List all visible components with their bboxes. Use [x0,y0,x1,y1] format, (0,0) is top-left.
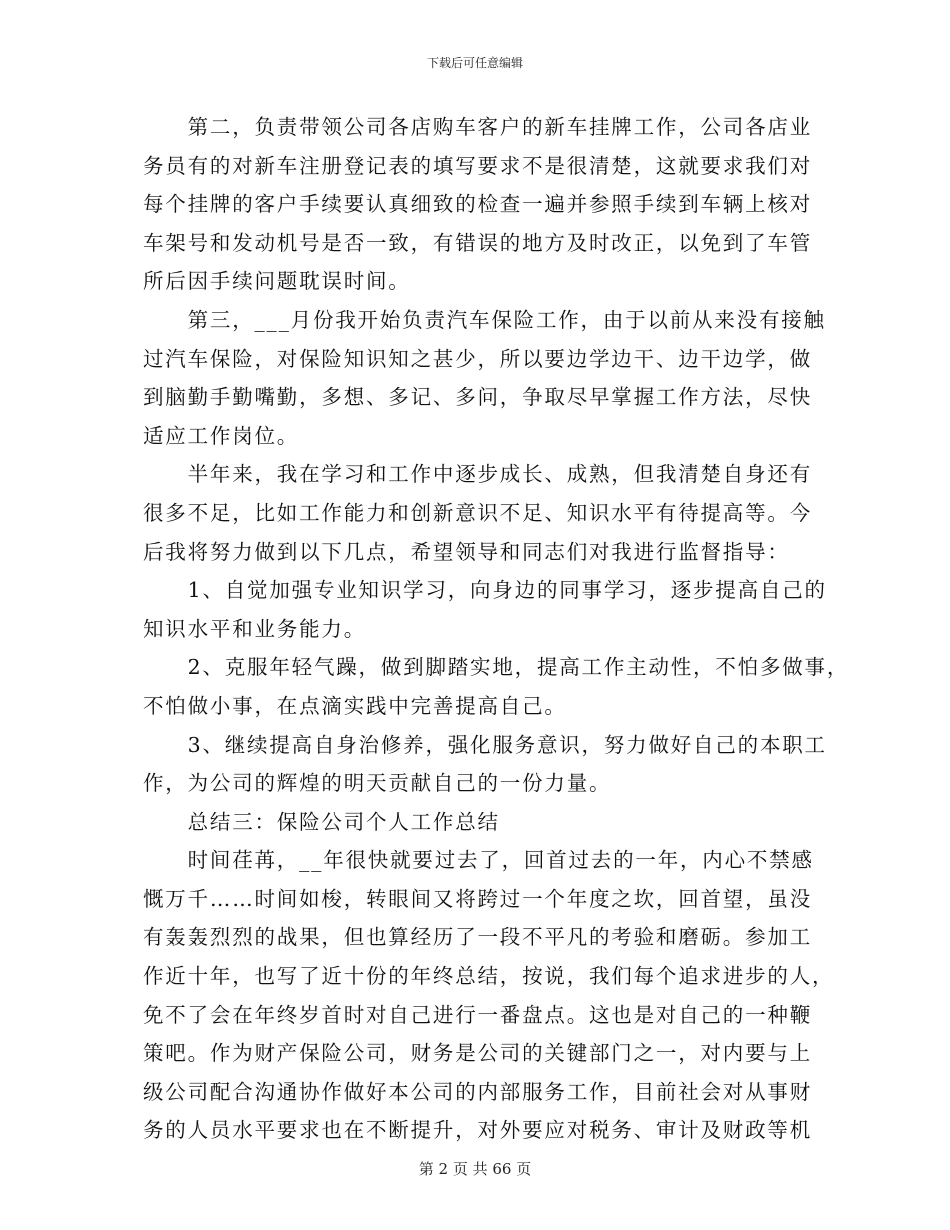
text-line: 免不了会在年终岁首时对自己进行一番盘点。这也是对自己的一种鞭 [143,1002,812,1027]
page-number: 第 2 页 共 66 页 [418,1160,532,1178]
text-line: 所后因手续问题耽误时间。 [143,269,411,294]
text-line: 每个挂牌的客户手续要认真细致的检查一遍并参照手续到车辆上核对 [143,192,812,217]
text-line: 到脑勤手勤嘴勤，多想、多记、多问，争取尽早掌握工作方法，尽快 [143,385,812,410]
section-heading: 总结三：保险公司个人工作总结 [143,809,500,834]
text-line: 务的人员水平要求也在不断提升，对外要应对税务、审计及财政等机 [143,1118,812,1143]
text-line: 不怕做小事，在点滴实践中完善提高自己。 [143,693,567,718]
text-line: 半年来，我在学习和工作中逐步成长、成熟，但我清楚自身还有 [143,462,812,487]
text-line: 过汽车保险，对保险知识知之甚少，所以要边学边干、边干边学，做 [143,346,812,371]
page-header: 下载后可任意编辑 [426,56,523,70]
text-line: 务员有的对新车注册登记表的填写要求不是很清楚，这就要求我们对 [143,153,812,178]
text-line: 车架号和发动机号是否一致，有错误的地方及时改正，以免到了车管 [143,230,812,255]
text-line: 适应工作岗位。 [143,423,300,448]
text-line: 后我将努力做到以下几点，希望领导和同志们对我进行监督指导： [143,539,790,564]
text-line: 作，为公司的辉煌的明天贡献自己的一份力量。 [143,771,612,796]
text-line: 第三，___月份我开始负责汽车保险工作，由于以前从来没有接触 [143,307,826,332]
text-line: 作近十年，也写了近十份的年终总结，按说，我们每个追求进步的人， [143,964,835,989]
text-line: 很多不足，比如工作能力和创新意识不足、知识水平有待提高等。今 [143,500,812,525]
text-line: 慨万千……时间如梭，转眼间又将跨过一个年度之坎，回首望，虽没 [143,886,812,911]
text-line: 2、克服年轻气躁，做到脚踏实地，提高工作主动性，不怕多做事， [143,655,850,680]
text-line: 有轰轰烈烈的战果，但也算经历了一段不平凡的考验和磨砺。参加工 [143,925,812,950]
text-line: 3、继续提高自身治修养，强化服务意识，努力做好自己的本职工 [143,732,827,757]
document-body [143,108,850,1150]
text-line: 第二，负责带领公司各店购车客户的新车挂牌工作，公司各店业 [143,115,812,139]
text-line: 时间荏苒，__年很快就要过去了，回首过去的一年，内心不禁感 [143,848,814,873]
text-line: 策吧。作为财产保险公司，财务是公司的关键部门之一，对内要与上 [143,1041,812,1066]
text-line: 1、自觉加强专业知识学习，向身边的同事学习，逐步提高自己的 [143,578,827,603]
text-line: 知识水平和业务能力。 [143,616,366,641]
text-line: 级公司配合沟通协作做好本公司的内部服务工作，目前社会对从事财 [143,1079,812,1104]
